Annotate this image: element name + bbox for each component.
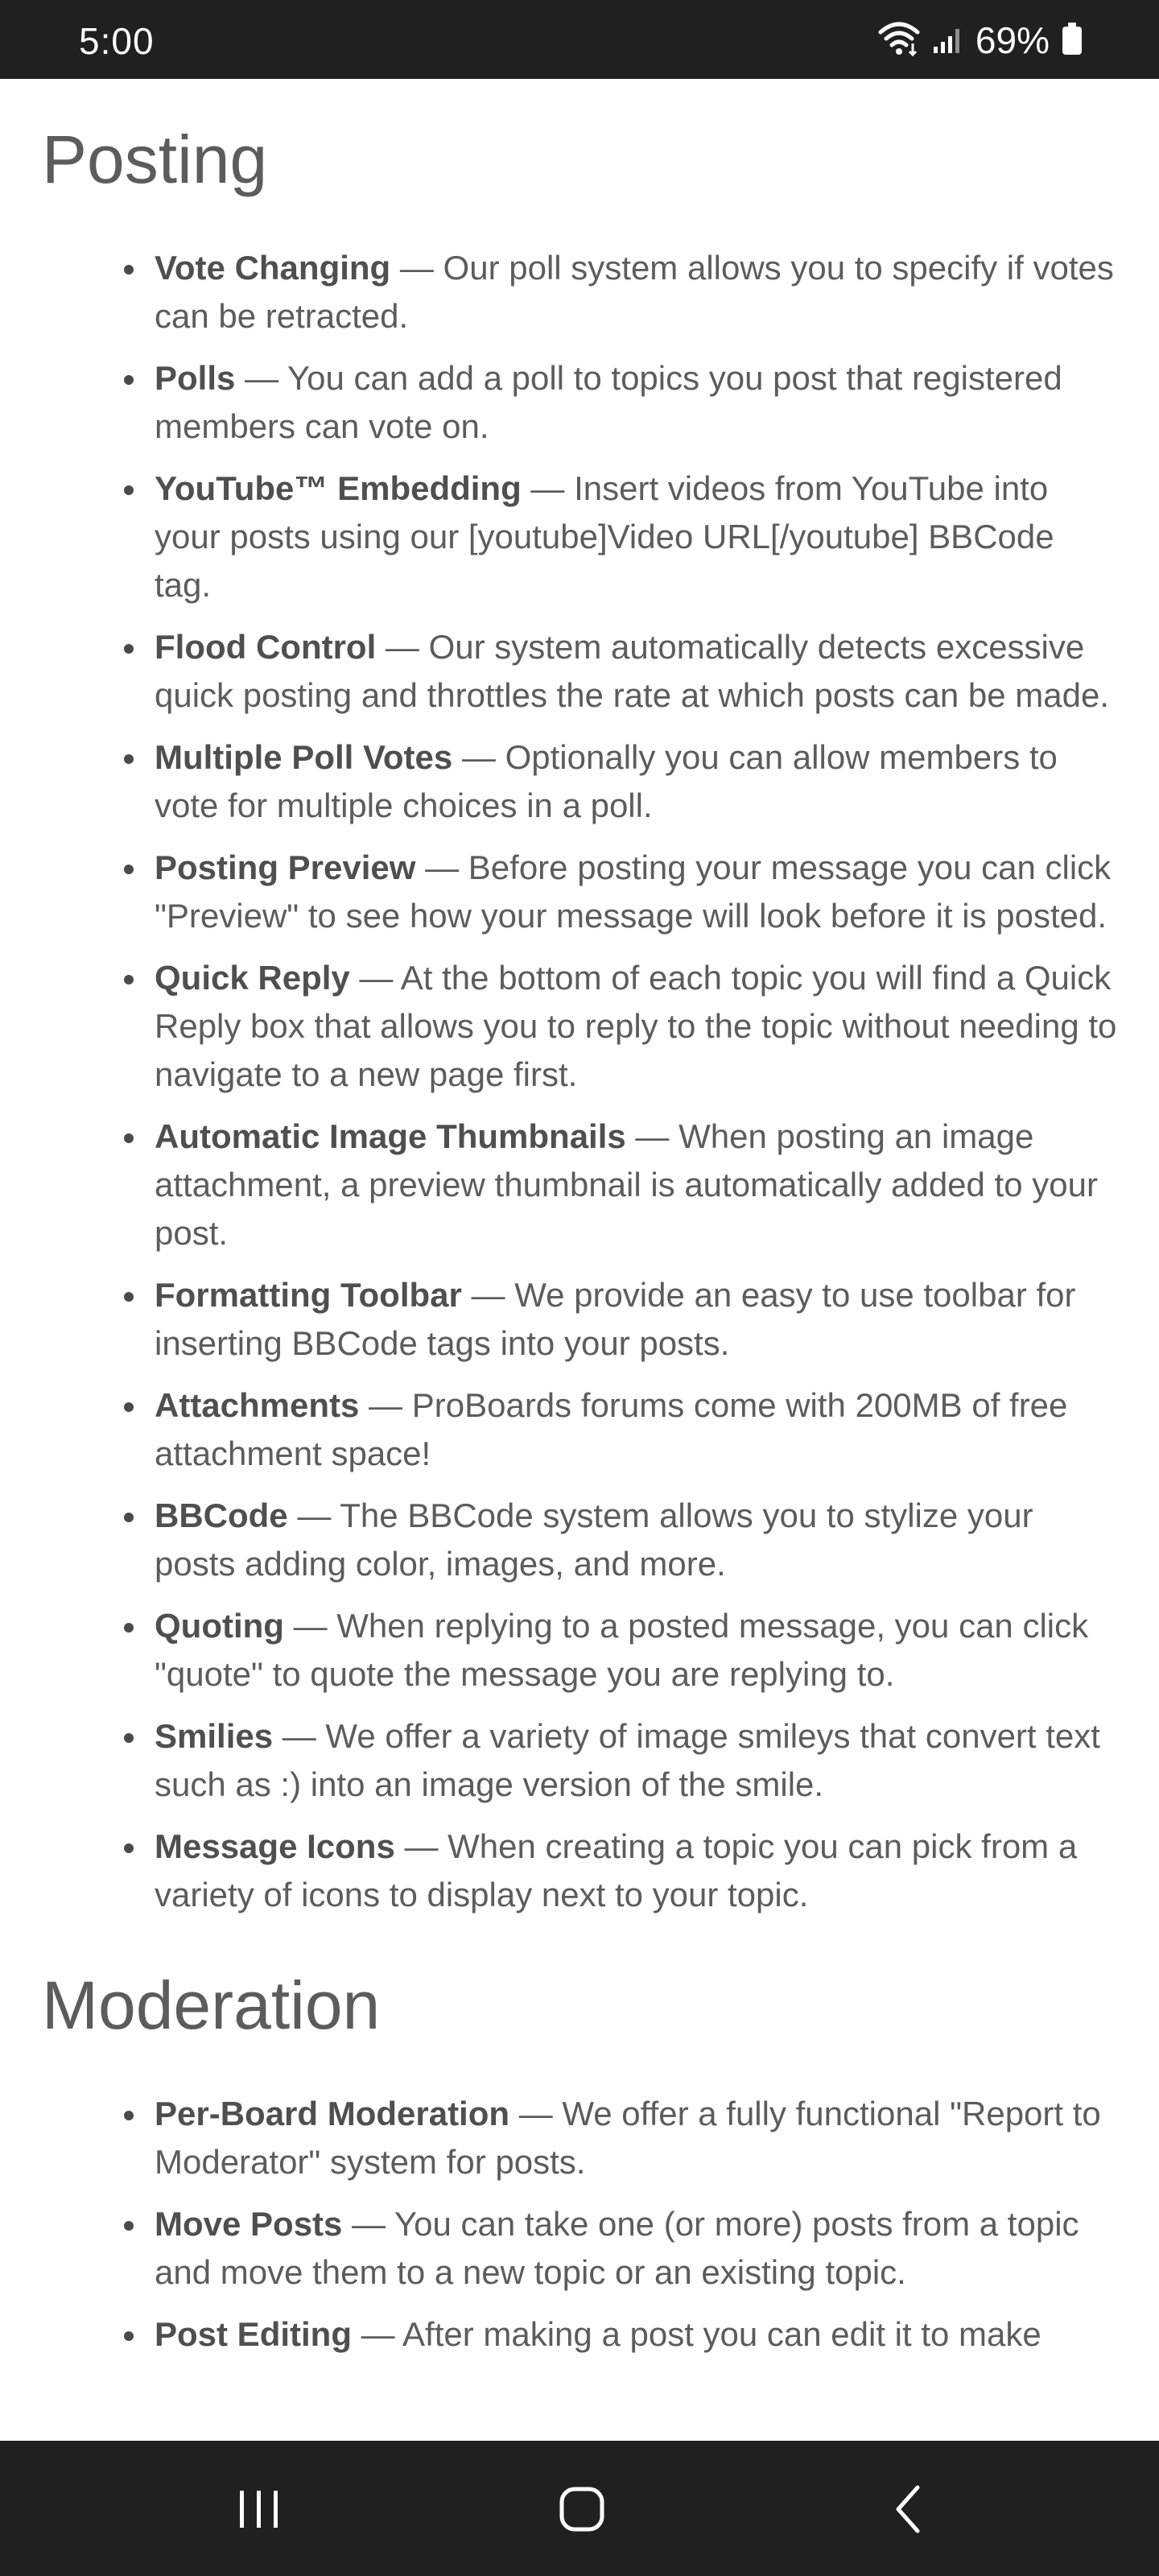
feature-description: — Optionally you can allow members to vote for multiple choices in a poll. bbox=[155, 737, 1058, 824]
feature-description: — Our system automatically detects excessive quick posting and throttles the rate at which posts can be made. bbox=[155, 627, 1110, 714]
feature-description: — The BBCode system allows you to stylize your posts adding color, images, and more. bbox=[155, 1496, 1033, 1583]
feature-description: — Before posting your message you can click "Preview" to see how your message will look before it is posted. bbox=[155, 848, 1112, 935]
posting-feature-item bbox=[0, 1823, 1159, 1919]
posting-feature-item bbox=[0, 244, 1159, 341]
feature-name: Vote Changing bbox=[155, 248, 391, 287]
moderation-feature-list bbox=[0, 2046, 1159, 2359]
back-icon[interactable] bbox=[877, 2481, 942, 2537]
posting-feature-list bbox=[0, 200, 1159, 1919]
feature-name: Quick Reply bbox=[155, 958, 350, 997]
wifi-icon bbox=[877, 21, 921, 60]
posting-feature-item bbox=[0, 844, 1159, 940]
feature-description: — You can take one (or more) posts from a topic and move them to a new topic or an existing topic. bbox=[155, 2204, 1079, 2291]
feature-description: — We offer a variety of image smileys that convert text such as :) into an image version of the smile. bbox=[155, 1716, 1100, 1803]
section-title-posting: Posting bbox=[42, 122, 268, 197]
moderation-feature-item bbox=[0, 2310, 1159, 2359]
feature-name: Move Posts bbox=[155, 2204, 343, 2243]
posting-feature-item bbox=[0, 354, 1159, 451]
feature-name: BBCode bbox=[155, 1496, 288, 1534]
posting-feature-item bbox=[0, 464, 1159, 609]
feature-name: Multiple Poll Votes bbox=[155, 737, 453, 776]
home-icon[interactable] bbox=[550, 2481, 614, 2537]
feature-description: — When creating a topic you can pick from a variety of icons to display next to your topic. bbox=[155, 1827, 1078, 1913]
feature-name: Per-Board Moderation bbox=[155, 2094, 510, 2132]
posting-feature-item bbox=[0, 623, 1159, 720]
posting-feature-item bbox=[0, 1271, 1159, 1368]
posting-feature-item bbox=[0, 1602, 1159, 1699]
feature-description: — When replying to a posted message, you can click "quote" to quote the message you are replying to. bbox=[155, 1606, 1089, 1693]
feature-name: Smilies bbox=[155, 1716, 274, 1755]
battery-icon bbox=[1061, 21, 1083, 60]
feature-description: — Insert videos from YouTube into your posts using our [youtube]Video URL[/youtube] BBCode tag. bbox=[155, 469, 1054, 604]
feature-name: Flood Control bbox=[155, 627, 377, 666]
feature-name: Message Icons bbox=[155, 1827, 395, 1865]
posting-feature-item bbox=[0, 1381, 1159, 1478]
recent-apps-icon[interactable] bbox=[227, 2481, 291, 2537]
battery-percent: 69% bbox=[975, 19, 1050, 61]
moderation-feature-item bbox=[0, 2090, 1159, 2186]
feature-description: — At the bottom of each topic you will find a Quick Reply box that allows you to reply to the topic without needing to navigate to a new page first. bbox=[155, 958, 1117, 1093]
feature-name: Formatting Toolbar bbox=[155, 1275, 462, 1314]
feature-description: — ProBoards forums come with 200MB of free attachment space! bbox=[155, 1385, 1068, 1472]
moderation-feature-item bbox=[0, 2200, 1159, 2297]
feature-description: — You can add a poll to topics you post that registered members can vote on. bbox=[155, 358, 1062, 445]
feature-description: — Our poll system allows you to specify if votes can be retracted. bbox=[155, 248, 1114, 335]
feature-name: Polls bbox=[155, 358, 236, 397]
status-icons bbox=[877, 19, 1083, 61]
feature-description: — We offer a fully functional "Report to Moderator" system for posts. bbox=[155, 2094, 1101, 2181]
posting-feature-item bbox=[0, 1113, 1159, 1257]
feature-name: Attachments bbox=[155, 1385, 360, 1424]
posting-feature-item bbox=[0, 1492, 1159, 1588]
feature-name: Automatic Image Thumbnails bbox=[155, 1117, 626, 1155]
feature-name: Post Editing bbox=[155, 2314, 352, 2353]
posting-feature-item bbox=[0, 954, 1159, 1099]
feature-name: YouTube™ Embedding bbox=[155, 469, 522, 507]
feature-description: — We provide an easy to use toolbar for inserting BBCode tags into your posts. bbox=[155, 1275, 1076, 1362]
signal-icon bbox=[932, 23, 964, 59]
feature-description: — When posting an image attachment, a preview thumbnail is automatically added to your post. bbox=[155, 1117, 1098, 1252]
page-content[interactable] bbox=[0, 79, 1159, 2441]
posting-feature-item bbox=[0, 1712, 1159, 1809]
posting-feature-item bbox=[0, 733, 1159, 830]
status-time: 5:00 bbox=[79, 20, 155, 62]
feature-name: Quoting bbox=[155, 1606, 284, 1645]
section-title-moderation: Moderation bbox=[42, 1967, 381, 2043]
feature-description: — After making a post you can edit it to make bbox=[352, 2314, 1041, 2353]
navigation-bar bbox=[0, 2441, 1159, 2576]
status-bar bbox=[0, 0, 1159, 79]
feature-name: Posting Preview bbox=[155, 848, 416, 886]
